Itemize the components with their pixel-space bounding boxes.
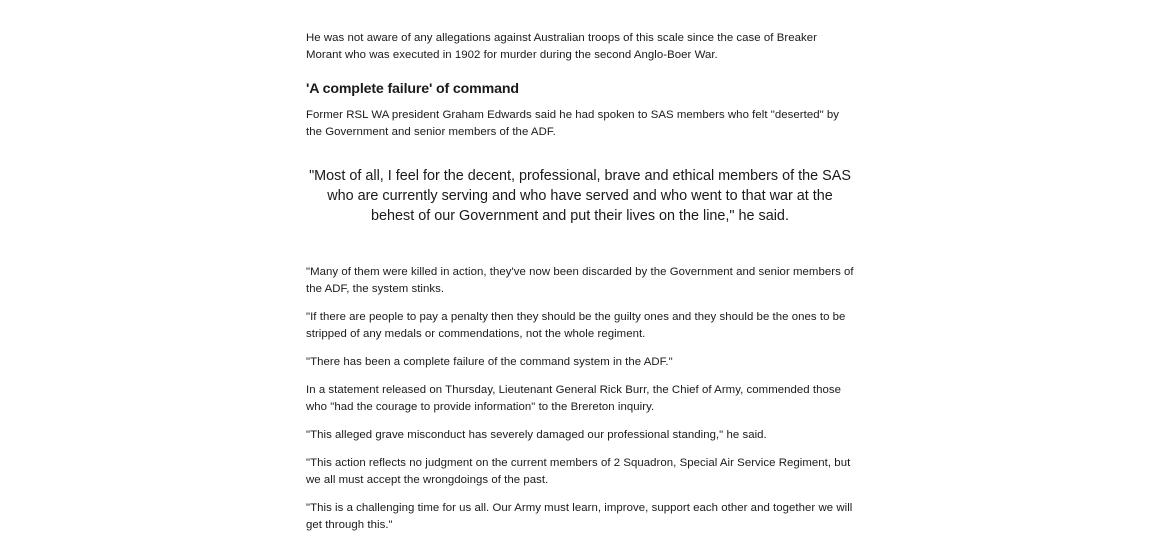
section-heading: 'A complete failure' of command — [306, 81, 519, 97]
paragraph-grave-misconduct: "This alleged grave misconduct has severely damaged our professional standing," he said. — [306, 429, 767, 441]
paragraph-graham-edwards: Former RSL WA president Graham Edwards said he had spoken to SAS members who felt "deserted" by the Government and senior members of the ADF. — [306, 109, 840, 138]
article-body — [306, 30, 854, 545]
paragraph-no-judgment: "This action reflects no judgment on the current members of 2 Squadron, Special Air Service Regiment, but we all must accept the wrongdoings of the past. — [306, 457, 851, 486]
paragraph-killed-in-action: "Many of them were killed in action, they've now been discarded by the Government and senior members of the ADF, the system stinks. — [306, 266, 854, 295]
paragraph-challenging-time: "This is a challenging time for us all. Our Army must learn, improve, support each other and together we will get through this." — [306, 502, 853, 531]
paragraph-command-failure: "There has been a complete failure of the command system in the ADF." — [306, 356, 673, 368]
paragraph-breaker-morant: He was not aware of any allegations against Australian troops of this scale since the case of Breaker Morant who was executed in 1902 for murder during the second Anglo-Boer War. — [306, 32, 817, 61]
paragraph-penalty: "If there are people to pay a penalty then they should be the guilty ones and they should be the ones to be stripped of any medals or commendations, not the whole regiment. — [306, 311, 846, 340]
pull-quote: "Most of all, I feel for the decent, professional, brave and ethical members of the SAS who are currently serving and who have served and who went to that war at the behest of our Government and put their lives on the line," he said. — [309, 168, 851, 224]
paragraph-rick-burr-statement: In a statement released on Thursday, Lieutenant General Rick Burr, the Chief of Army, commended those who "had the courage to provide information" to the Brereton inquiry. — [306, 384, 841, 413]
